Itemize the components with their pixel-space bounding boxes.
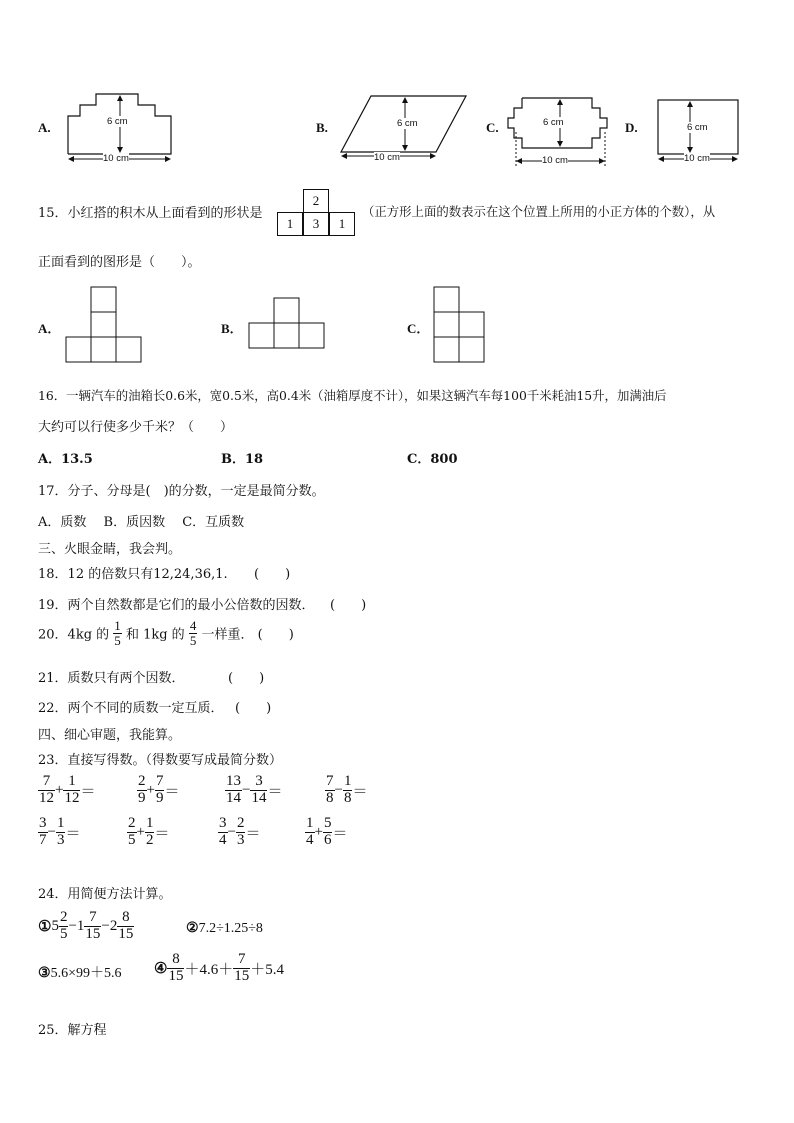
q23-numerator: 13 (226, 773, 241, 789)
option-b-label: B. (316, 120, 328, 135)
top-view-cell-middle: 3 (303, 212, 329, 236)
q24-p4-n1: 8 (167, 952, 184, 969)
q23-denominator: 2 (145, 831, 154, 848)
q23-numerator: 1 (56, 815, 65, 831)
q23-numerator: 7 (155, 773, 164, 789)
q24-p2-mark: ② (186, 921, 199, 936)
q24-p4-frac2 (233, 952, 250, 985)
q23-row1-expr-3 (225, 774, 282, 807)
q23-operator: − (227, 823, 236, 840)
q19-text: 19．两个自然数都是它们的最小公倍数的因数． (38, 598, 315, 613)
q24-p4-d1: 15 (168, 967, 184, 984)
q23-row1-expr-4 (325, 774, 367, 807)
q20-fraction-1 (113, 619, 122, 647)
q21-answer-paren: ( ) (228, 671, 265, 686)
q23-numerator: 2 (128, 815, 136, 831)
q21-text: 21．质数只有两个因数． (38, 671, 185, 686)
q24-p1-d2: 15 (85, 925, 101, 942)
q23-numerator: 1 (145, 815, 154, 831)
top-view-cell-left: 1 (277, 212, 303, 236)
q24-p1-w3: −2 (101, 917, 118, 934)
q15-option-a-label: A． (38, 321, 61, 336)
q15-option-b-label: B． (221, 321, 243, 336)
q24-p4-frac1 (167, 952, 184, 985)
q24-p1-n2: 7 (84, 910, 101, 927)
q20-part1: 20．4kg 的 (38, 627, 110, 643)
q24-p1-frac3 (117, 910, 134, 943)
q23-denominator: 3 (236, 831, 245, 848)
q23-operator: + (314, 823, 323, 840)
q23-denominator: 6 (323, 831, 332, 848)
q23-equals: ＝ (80, 783, 96, 800)
q24-p1-n3: 8 (117, 910, 134, 927)
option-a-label: A. (38, 120, 51, 135)
figure-a-height: 6 cm (107, 116, 128, 127)
q24-problem-2 (186, 920, 263, 937)
q23-numerator: 1 (343, 773, 352, 789)
q23-fraction-a (305, 816, 315, 849)
figure-c-height: 6 cm (543, 117, 564, 128)
q24-p4-n2: 7 (233, 952, 250, 969)
q23-denominator: 7 (39, 831, 47, 848)
q24-p1-w1: 5 (51, 917, 59, 934)
top-view-cell-top: 2 (303, 189, 329, 213)
q20-fraction-2 (189, 619, 198, 647)
q23-row2-expr-2 (127, 816, 169, 849)
q23-fraction-a (38, 774, 55, 807)
q23-operator: − (242, 781, 251, 798)
q15-text-after: （正方形上面的数表示在这个位置上所用的小正方体的个数），从 (362, 204, 716, 219)
figure-b-base: 10 cm (374, 152, 400, 163)
q23-denominator: 14 (226, 789, 241, 806)
q23-numerator: 3 (250, 774, 267, 791)
q16-option-b: B．18 (221, 452, 264, 467)
figure-d-base: 10 cm (684, 153, 710, 164)
q23-numerator: 3 (219, 815, 227, 831)
q23-fraction-a (225, 774, 242, 807)
q23-equals: ＝ (245, 825, 261, 842)
q23-row1-expr-1 (38, 774, 95, 807)
q23-title: 23．直接写得数。（得数要写成最简分数） (38, 753, 283, 768)
q20-n1: 1 (114, 618, 121, 633)
section-4-heading: 四、细心审题，我能算。 (38, 728, 182, 743)
q15-figure-b (249, 298, 325, 350)
q24-p3-mark: ③ (38, 966, 51, 981)
q23-row1-expr-2 (137, 774, 179, 807)
q23-operator: + (55, 781, 64, 798)
section-3-heading: 三、火眼金睛，我会判。 (38, 542, 182, 557)
q20-d1: 5 (114, 632, 121, 648)
q17-options: A．质数 B．质因数 C．互质数 (38, 515, 245, 530)
q23-denominator: 12 (64, 789, 80, 806)
q23-numerator: 7 (326, 773, 334, 789)
q20-part3: 一样重． (201, 627, 254, 643)
q23-equals: ＝ (65, 825, 81, 842)
q23-fraction-a (137, 774, 147, 807)
q23-equals: ＝ (164, 783, 180, 800)
q24-p4-mid: ＋4.6＋ (184, 961, 234, 978)
q15-figure-c (434, 287, 486, 364)
q23-row2-expr-4 (305, 816, 347, 849)
q20-d2: 5 (189, 632, 197, 648)
q23-operator: − (47, 823, 56, 840)
q23-equals: ＝ (154, 825, 170, 842)
q23-equals: ＝ (267, 783, 283, 800)
q24-problem-4 (154, 952, 284, 985)
q16-option-a: A．13.5 (38, 452, 93, 467)
q23-denominator: 14 (251, 789, 267, 806)
option-c-label: C. (486, 120, 499, 135)
q20 (38, 619, 294, 647)
figure-c-base: 10 cm (542, 155, 568, 166)
q24-p4-d2: 15 (234, 967, 250, 984)
figure-a-base: 10 cm (103, 153, 129, 164)
q23-row2-expr-3 (218, 816, 260, 849)
q15-text-before: 15．小红搭的积木从上面看到的形状是 (38, 206, 263, 221)
q24-p1-mark: ① (38, 918, 52, 935)
q23-denominator: 4 (219, 831, 227, 848)
option-d-label: D. (625, 120, 638, 135)
q24-p1-d3: 15 (118, 925, 134, 942)
q23-numerator: 2 (236, 815, 245, 831)
q23-denominator: 8 (326, 789, 334, 806)
q24-p3-expr: 5.6×99＋5.6 (50, 966, 122, 981)
q23-fraction-a (325, 774, 335, 807)
q19-answer-paren: ( ) (330, 598, 367, 613)
q15-figure-a (66, 287, 142, 364)
q23-fraction-a (127, 816, 137, 849)
q24-p1-frac2 (84, 910, 101, 943)
q23-numerator: 1 (63, 774, 80, 791)
q23-numerator: 5 (323, 815, 332, 831)
q22-answer-paren: ( ) (235, 701, 272, 716)
q23-fraction-a (38, 816, 48, 849)
q24-p1-w2: −1 (68, 917, 85, 934)
q23-denominator: 8 (343, 789, 352, 806)
q23-numerator: 2 (138, 773, 146, 789)
q24-p1-n1: 2 (59, 909, 68, 925)
q24-problem-3 (38, 962, 121, 982)
q24-problem-1 (38, 910, 134, 943)
figure-b-height: 6 cm (397, 118, 418, 129)
q24-title: 24．用简便方法计算。 (38, 887, 172, 902)
q24-p2-expr: 7.2÷1.25÷8 (198, 921, 263, 936)
top-view-cell-right: 1 (329, 212, 355, 236)
q20-n2: 4 (189, 618, 197, 633)
q23-numerator: 7 (38, 774, 55, 791)
q23-equals: ＝ (352, 783, 368, 800)
q23-equals: ＝ (332, 825, 348, 842)
q17-line1: 17．分子、分母是( )的分数，一定是最简分数。 (38, 484, 325, 499)
q20-answer-paren: ( ) (257, 627, 294, 643)
q23-operator: − (334, 781, 343, 798)
q23-denominator: 9 (138, 789, 146, 806)
q23-operator: + (136, 823, 145, 840)
q15-line2: 正面看到的图形是（ ）。 (38, 255, 201, 270)
q24-p1-d1: 5 (59, 925, 68, 942)
q23-denominator: 12 (39, 789, 54, 806)
q23-fraction-b (63, 774, 80, 807)
q25-title: 25．解方程 (38, 1023, 107, 1038)
q18-text: 18．12 的倍数只有12,24,36,1. (38, 567, 228, 582)
q23-fraction-a (218, 816, 228, 849)
q24-p4-mark: ④ (154, 960, 168, 977)
q23-denominator: 4 (306, 831, 314, 848)
q22-text: 22．两个不同的质数一定互质． (38, 701, 224, 716)
q23-numerator: 3 (39, 815, 47, 831)
q16-line1: 16．一辆汽车的油箱长0.6米，宽0.5米，高0.4米（油箱厚度不计），如果这辆汽车每100千米耗油15升，加满油后 (38, 388, 667, 403)
q23-denominator: 9 (155, 789, 164, 806)
q20-part2: 和 1kg 的 (125, 627, 185, 643)
q18-answer-paren: ( ) (254, 567, 291, 582)
q23-denominator: 5 (128, 831, 136, 848)
figure-d-height: 6 cm (687, 122, 708, 133)
q15-option-c-label: C． (407, 321, 430, 336)
q23-denominator: 3 (56, 831, 65, 848)
q23-row2-expr-1 (38, 816, 80, 849)
q23-numerator: 1 (306, 815, 314, 831)
q24-p4-end: ＋5.4 (250, 961, 284, 978)
q16-line2: 大约可以行使多少千米？（ ） (38, 420, 234, 435)
q23-fraction-b (250, 774, 267, 807)
q16-option-c: C．800 (407, 452, 458, 467)
q23-operator: + (146, 781, 155, 798)
